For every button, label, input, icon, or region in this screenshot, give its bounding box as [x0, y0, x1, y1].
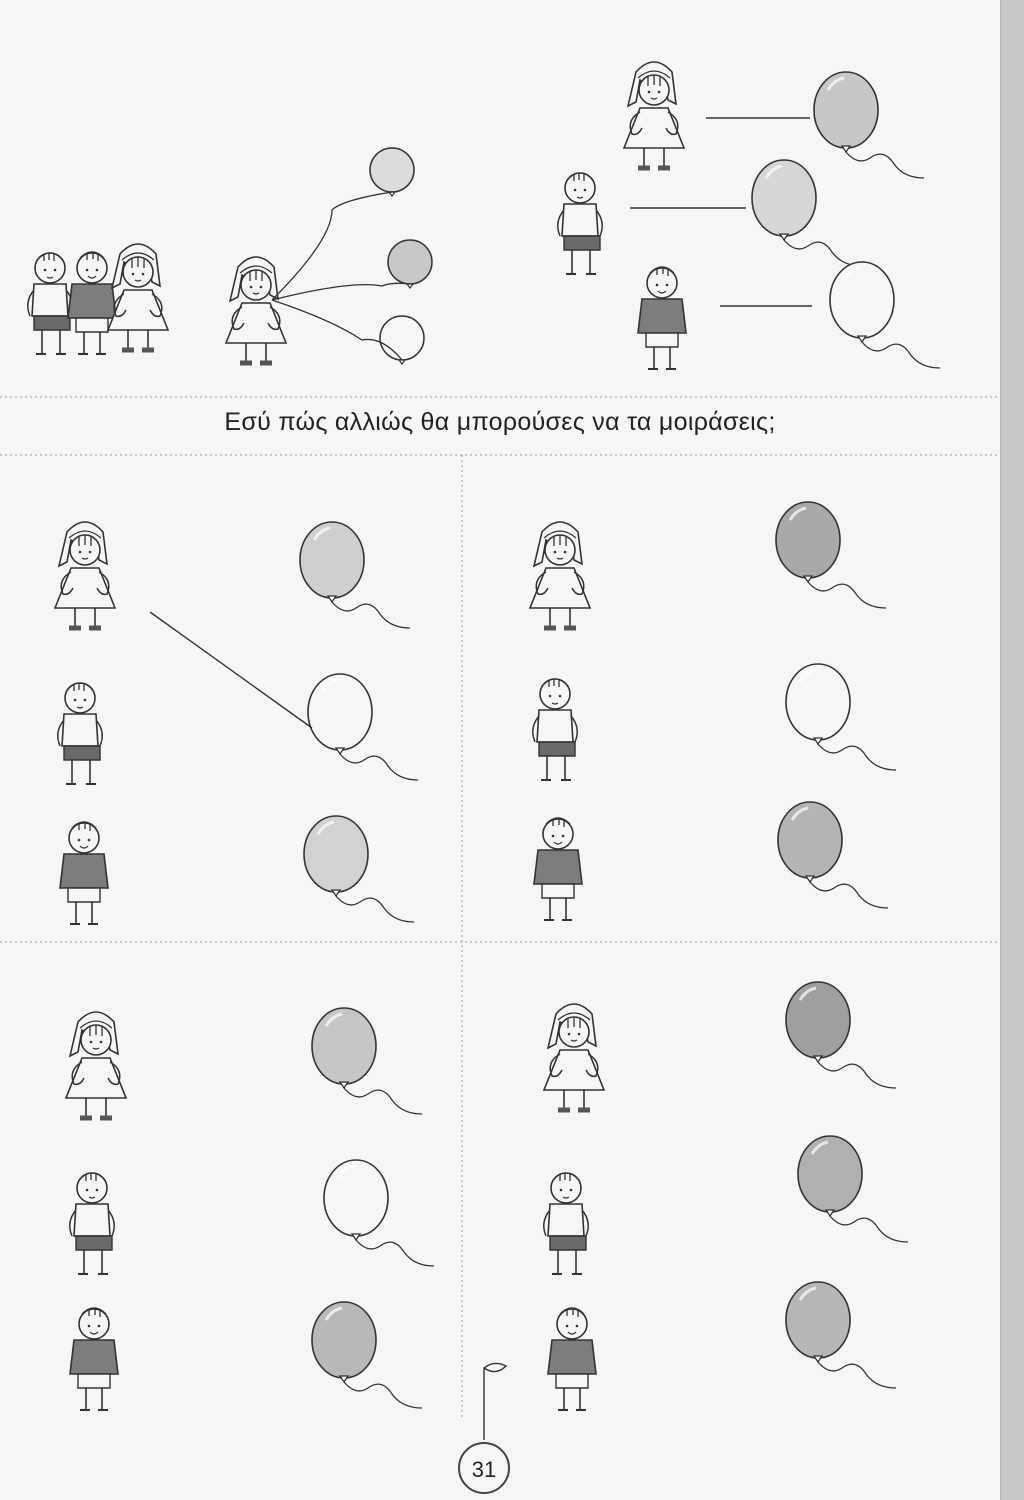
example-matching	[558, 62, 940, 369]
dotted-separators	[0, 397, 1000, 1420]
group-of-children	[28, 244, 168, 354]
instruction-text: Εσύ πώς αλλιώς θα μπορούσες να τα μοιράσεις;	[224, 408, 776, 436]
panel-2	[530, 502, 896, 920]
panel-1	[55, 522, 418, 924]
panel-3	[66, 1008, 434, 1410]
leaf-decoration	[484, 1363, 506, 1440]
matching-line	[150, 612, 312, 728]
girl-with-three-balloons	[226, 148, 432, 364]
book-spine	[1000, 0, 1024, 1500]
page-number: 31	[458, 1442, 510, 1494]
panel-4	[544, 982, 908, 1410]
